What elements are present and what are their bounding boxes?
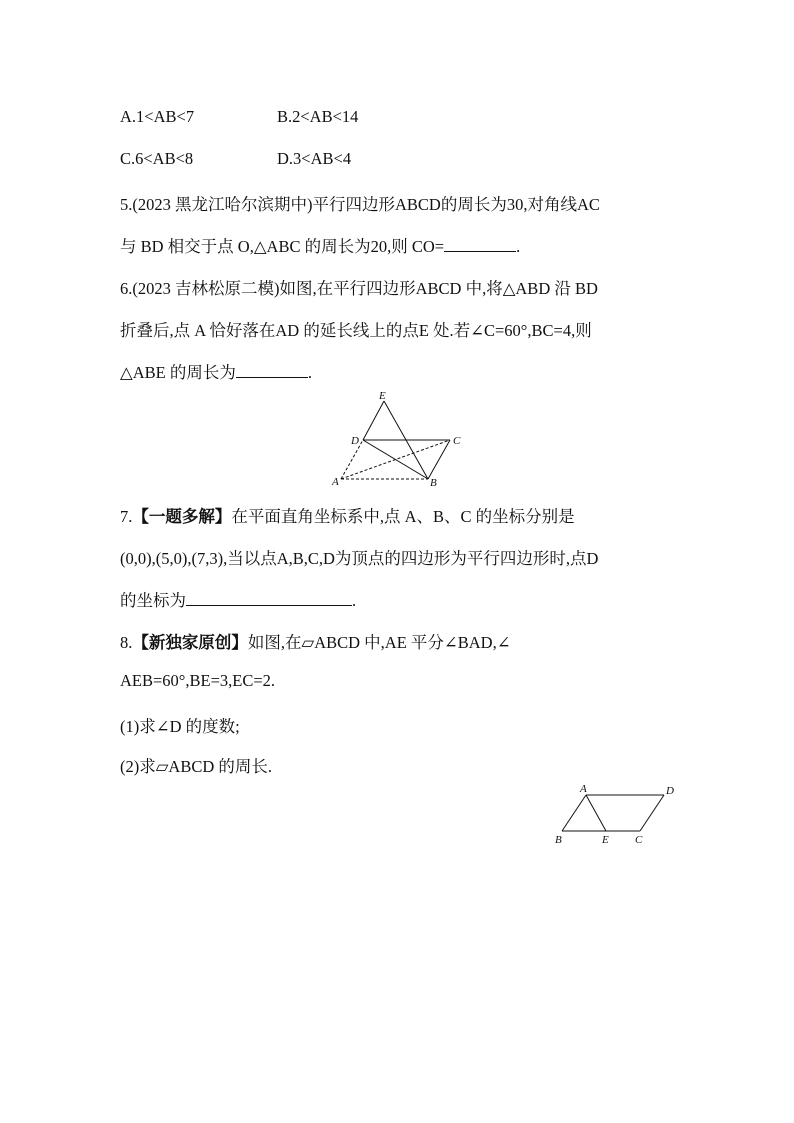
- q8-label-a: A: [580, 783, 587, 795]
- q6-label-a: A: [332, 476, 339, 488]
- q8-sub2: (2)求▱ABCD 的周长.: [120, 757, 273, 776]
- q5-line2-text: 与 BD 相交于点 O,△ABC 的周长为20,则 CO=: [120, 237, 445, 256]
- q8-edge-ae: [586, 795, 606, 831]
- q6-line3-end: .: [307, 363, 312, 382]
- option-b: B.2<AB<14: [277, 107, 359, 126]
- q8-sub1: (1)求∠D 的度数;: [120, 717, 240, 736]
- q7-line3-text: 的坐标为: [120, 591, 186, 610]
- q6-line3-text: △ABE 的周长为: [120, 363, 236, 382]
- q6-label-c: C: [453, 435, 461, 447]
- q8-label-d: D: [666, 785, 674, 797]
- q8-label-e: E: [602, 834, 609, 846]
- q6-line1: 6.(2023 吉林松原二模)如图,在平行四边形ABCD 中,将△ABD 沿 BD: [120, 279, 598, 298]
- q8-edge-dc: [640, 795, 664, 831]
- q7-number: 7.: [120, 507, 133, 526]
- q8-label-b: B: [555, 834, 562, 846]
- option-c: C.6<AB<8: [120, 149, 194, 168]
- q8-label-c: C: [635, 834, 643, 846]
- q7-line3-end: .: [352, 591, 357, 610]
- q8-edge-ab: [562, 795, 586, 831]
- q6-line2: 折叠后,点 A 恰好落在AD 的延长线上的点E 处.若∠C=60°,BC=4,则: [120, 321, 592, 340]
- q7-line1-text: 在平面直角坐标系中,点 A、B、C 的坐标分别是: [231, 507, 575, 526]
- q6-label-e: E: [379, 390, 386, 402]
- q8-line2: AEB=60°,BE=3,EC=2.: [120, 671, 276, 690]
- q7-tag: 【一题多解】: [132, 507, 232, 526]
- q6-label-d: D: [351, 435, 359, 447]
- q6-label-b: B: [430, 477, 437, 489]
- q8-line1-text: 如图,在▱ABCD 中,AE 平分∠BAD,∠: [247, 633, 511, 652]
- q8-number: 8.: [120, 633, 133, 652]
- option-a: A.1<AB<7: [120, 107, 195, 126]
- q8-tag: 【新独家原创】: [132, 633, 248, 652]
- q5-line1: 5.(2023 黑龙江哈尔滨期中)平行四边形ABCD的周长为30,对角线AC: [120, 195, 600, 214]
- q5-line2-end: .: [516, 237, 521, 256]
- q7-line2: (0,0),(5,0),(7,3),当以点A,B,C,D为顶点的四边形为平行四边形时,点D: [120, 549, 599, 568]
- option-d: D.3<AB<4: [277, 149, 352, 168]
